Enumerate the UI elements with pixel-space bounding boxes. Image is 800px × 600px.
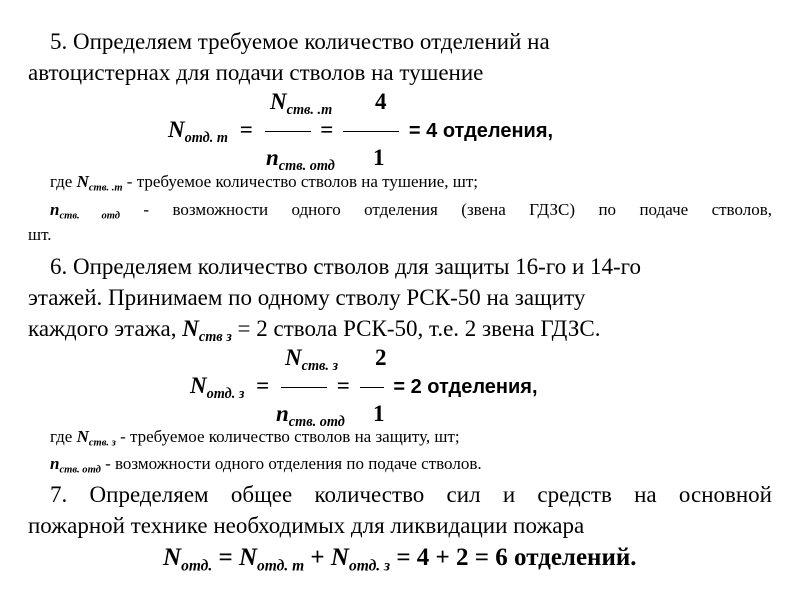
step6-line3-prefix: каждого этажа, <box>28 316 183 341</box>
final-subscript-1: отд. <box>181 557 213 575</box>
def1-subscript: ств. .т <box>88 182 123 194</box>
final-result: = 4 + 2 = 6 отделений. <box>390 544 637 571</box>
def3-prefix: где <box>50 427 77 446</box>
fraction-bar <box>281 387 327 388</box>
def2-subscript: ств. отд <box>59 210 121 222</box>
denominator-symbol: n <box>276 401 289 426</box>
definition-4 <box>50 453 482 482</box>
final-symbol-3: N <box>330 544 349 571</box>
final-subscript-2: отд. т <box>257 557 305 575</box>
lhs-subscript: отд. т <box>184 129 228 146</box>
def1-text: - требуемое количество стволов на тушение, шт; <box>122 172 479 191</box>
fraction-bar-2 <box>360 387 384 388</box>
step6-line1: 6. Определяем количество стволов для защиты 16-го и 14-го <box>50 254 642 279</box>
equals-sign: = <box>256 373 270 398</box>
def2-symbol: n <box>50 200 60 219</box>
step6-subscript: ств з <box>198 328 232 345</box>
final-plus: + <box>304 544 331 571</box>
def1-prefix: где <box>50 172 77 191</box>
step7-line2: пожарной технике необходимых для ликвидации пожара <box>28 513 585 538</box>
def3-symbol: N <box>76 427 89 446</box>
denominator-subscript: ств. отд <box>288 413 345 430</box>
formula1-denominator-value: 1 <box>373 145 385 170</box>
definition-2 <box>50 199 772 228</box>
numerator-subscript: ств. .т <box>286 101 333 118</box>
def3-text: - требуемое количество стволов на защиту, шт; <box>115 427 460 446</box>
step5-line1: 5. Определяем требуемое количество отделений на <box>50 29 550 54</box>
final-subscript-3: отд. з <box>348 557 391 575</box>
step7-line1: 7. Определяем общее количество сил и средств на основной <box>50 482 772 507</box>
formula2-result: = 2 отделения, <box>393 376 538 398</box>
lhs-subscript: отд. з <box>206 385 245 402</box>
step6-line3-suffix: = 2 ствола РСК-50, т.е. 2 звена ГДЗС. <box>231 316 601 341</box>
denominator-symbol: n <box>266 145 279 170</box>
definition-1 <box>50 171 478 200</box>
definition-3 <box>50 426 460 455</box>
step5-line2: автоцистернах для подачи стволов на тушение <box>28 60 484 85</box>
final-formula <box>163 543 637 581</box>
equals-sign: = <box>239 117 253 142</box>
lhs-symbol: N <box>168 117 185 142</box>
numerator-subscript: ств. з <box>301 357 339 374</box>
fraction-bar <box>265 131 311 132</box>
lhs-symbol: N <box>190 373 207 398</box>
numerator-symbol: N <box>270 89 287 114</box>
denominator-subscript: ств. отд <box>278 157 335 174</box>
def4-subscript: ств. отд <box>59 464 101 476</box>
formula1-numerator-value: 4 <box>375 89 387 114</box>
def3-subscript: ств. з <box>88 437 116 449</box>
step6-symbol: N <box>182 316 199 341</box>
final-symbol-2: N <box>238 544 258 571</box>
formula1-line: $N_{отд. т}$ = = = 4 отделения, <box>168 117 554 146</box>
definition-2-cont: шт. <box>28 225 52 244</box>
final-symbol-1: N <box>163 544 182 571</box>
formula1-result: = 4 отделения, <box>408 120 554 142</box>
numerator-symbol: N <box>285 345 302 370</box>
def4-symbol: n <box>50 454 60 473</box>
def4-text: - возможности одного отделения по подаче стволов. <box>100 454 482 473</box>
final-equals: = <box>212 544 239 571</box>
def2-text: - возможности одного отделения (звена ГДЗС) по подаче стволов, <box>120 200 772 219</box>
formula2-line: $N_{отд. з}$ = = = 2 отделения, <box>190 373 538 402</box>
formula2-denominator-value: 1 <box>373 401 385 426</box>
step6-line2: этажей. Принимаем по одному стволу РСК-50 на защиту <box>28 285 586 310</box>
fraction-bar-2 <box>343 131 399 132</box>
def1-symbol: N <box>76 172 89 191</box>
formula2-numerator-value: 2 <box>375 345 387 370</box>
